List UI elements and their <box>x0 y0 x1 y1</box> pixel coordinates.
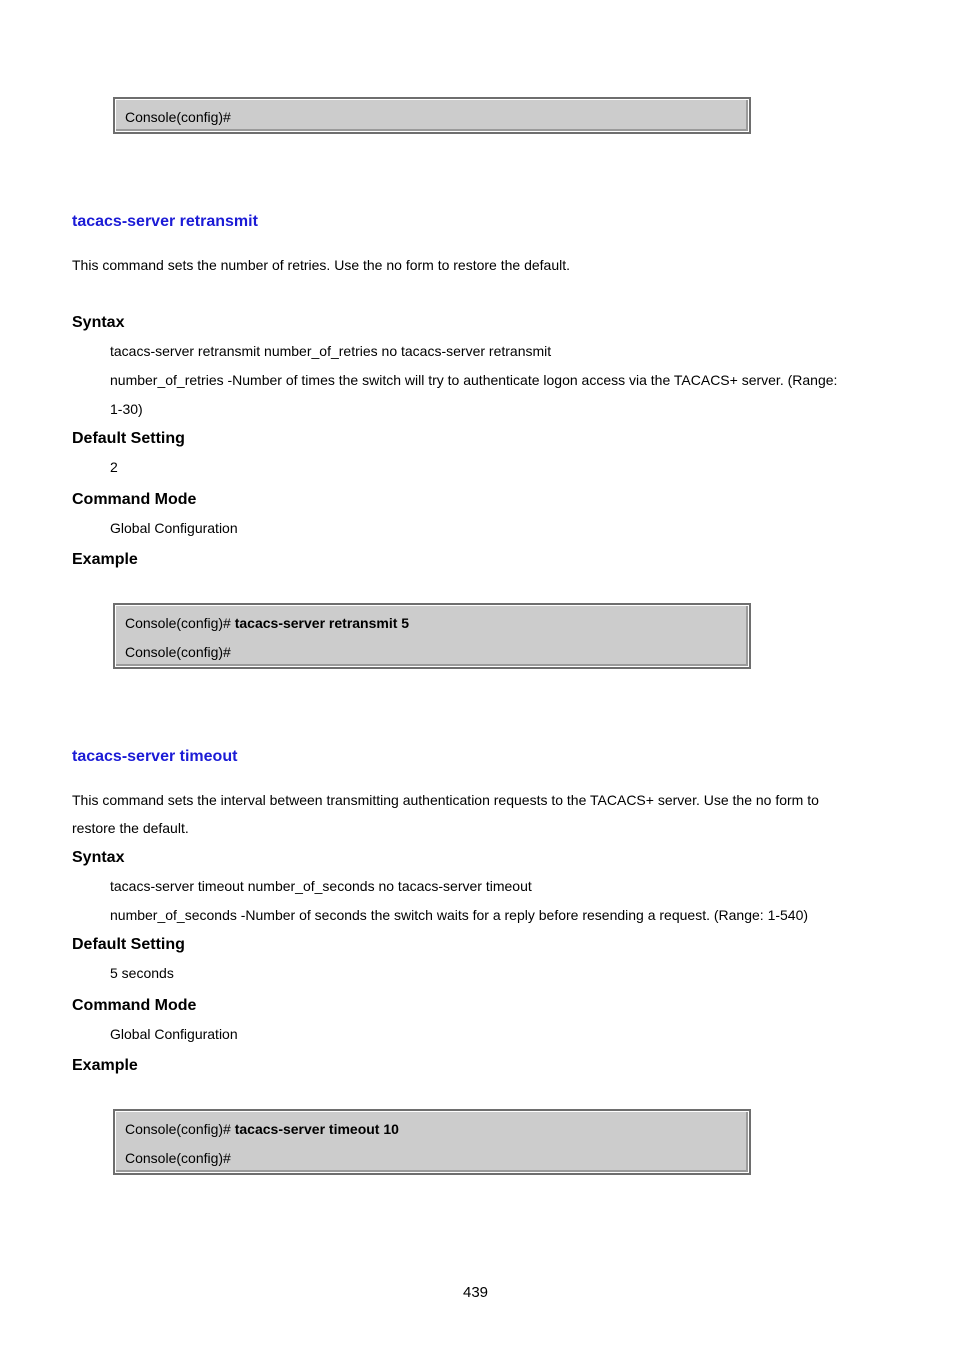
section-description: This command sets the interval between transmitting authentication requests to the TACACS+ server. Use the no form to <box>72 792 819 808</box>
syntax-parameter: number_of_retries -Number of times the switch will try to authenticate logon access via the TACACS+ server. (Range: <box>110 372 838 388</box>
console-line <box>125 1121 399 1137</box>
syntax-parameter: number_of_seconds -Number of seconds the switch waits for a reply before resending a request. (Range: 1-540) <box>110 907 809 923</box>
section-description: This command sets the number of retries. Use the no form to restore the default. <box>72 257 571 273</box>
console-box-example-timeout <box>113 1109 751 1175</box>
console-line <box>125 615 409 631</box>
default-setting-value: 2 <box>110 459 118 475</box>
console-prompt: Console(config)# <box>125 1150 231 1166</box>
syntax-label: Syntax <box>72 849 125 866</box>
console-command: tacacs-server retransmit 5 <box>234 615 410 631</box>
section-title-timeout: tacacs-server timeout <box>72 748 238 765</box>
example-label: Example <box>72 1057 138 1074</box>
example-label: Example <box>72 551 138 568</box>
command-mode-value: Global Configuration <box>110 1026 238 1042</box>
console-command: tacacs-server timeout 10 <box>234 1121 399 1137</box>
syntax-parameter-cont: 1-30) <box>110 401 143 417</box>
console-prompt: Console(config)# <box>125 644 231 660</box>
console-prompt: Console(config)# <box>125 109 231 125</box>
default-setting-label: Default Setting <box>72 430 185 447</box>
syntax-line: tacacs-server timeout number_of_seconds no tacacs-server timeout <box>110 878 532 894</box>
default-setting-value: 5 seconds <box>110 965 174 981</box>
command-mode-label: Command Mode <box>72 997 197 1014</box>
console-box-example-retransmit <box>113 603 751 669</box>
console-prompt: Console(config)# <box>125 1121 235 1137</box>
section-description-cont: restore the default. <box>72 820 189 836</box>
default-setting-label: Default Setting <box>72 936 185 953</box>
syntax-label: Syntax <box>72 314 125 331</box>
section-title-retransmit: tacacs-server retransmit <box>72 213 258 230</box>
console-prompt: Console(config)# <box>125 615 235 631</box>
command-mode-label: Command Mode <box>72 491 197 508</box>
console-box-top <box>113 97 751 134</box>
page-number: 439 <box>463 1284 489 1301</box>
syntax-line: tacacs-server retransmit number_of_retries no tacacs-server retransmit <box>110 343 552 359</box>
command-mode-value: Global Configuration <box>110 520 238 536</box>
